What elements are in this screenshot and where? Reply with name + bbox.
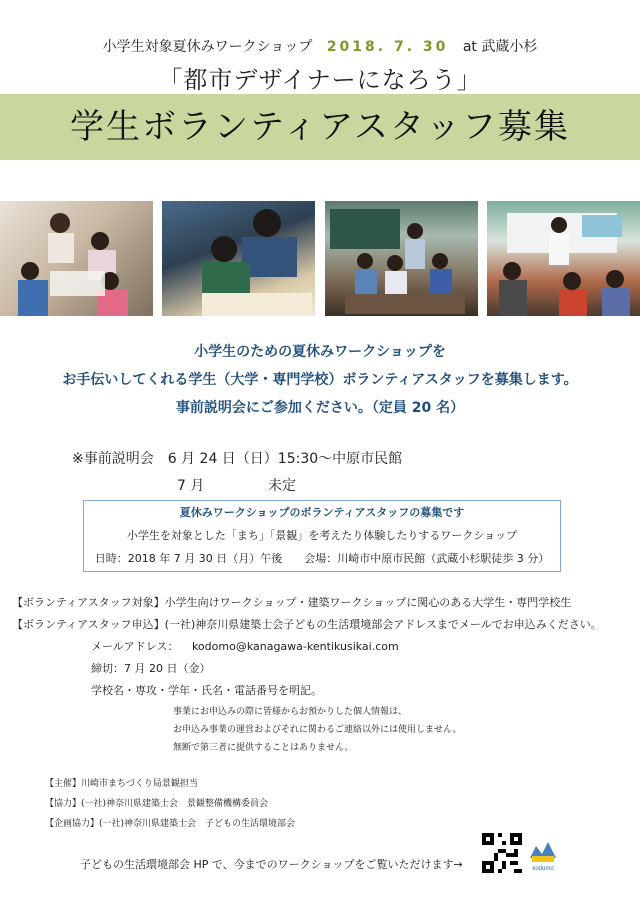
cooperation-line: 【協力】(一社)神奈川県建築士会 景観整備機構委員会 <box>45 799 269 809</box>
box-details: 日時：2018 年 7 月 30 日（月）午後 会場：川崎市中原市民館（武蔵小杉駅徒歩 3 分） <box>94 552 550 565</box>
planning-line: 【企画協力】(一社)神奈川県建築士会 子どもの生活環境部会 <box>45 819 296 829</box>
session-line-2-month: 7 月 <box>177 478 205 494</box>
photo-2-figures <box>162 201 315 316</box>
kodomo-logo[interactable] <box>528 836 558 874</box>
recruitment-info-box <box>83 500 561 572</box>
session-line-1: ※事前説明会 6 月 24 日（日）15:30～中原市民館 <box>72 451 403 467</box>
required-fields-line: 学校名・専攻・学年・氏名・電話番号を明記。 <box>91 684 322 697</box>
event-venue: at 武蔵小杉 <box>462 39 538 55</box>
workshop-photo-2 <box>162 201 315 316</box>
workshop-photo-1 <box>0 201 153 316</box>
session-line-2-status: 未定 <box>268 478 296 494</box>
event-lead: 小学生対象夏休みワークショップ <box>102 39 313 55</box>
apply-method-line: 【ボランティアスタッフ申込】(一社)神奈川県建築士会子どもの生活環境部会アドレスまでメールでお申込みください。 <box>12 618 602 631</box>
intro-line-1: 小学生のための夏休みワークショップを <box>194 344 446 360</box>
footer-text: 子どもの生活環境部会 HP で、今までのワークショップをご覧いただけます→ <box>80 858 463 871</box>
intro-block <box>0 338 640 422</box>
event-date: 2018. 7. 30 <box>326 39 449 55</box>
workshop-photo-3 <box>325 201 478 316</box>
photo-1-figures <box>0 201 153 316</box>
privacy-line-2: お申込み事業の運営およびそれに関わるご連絡以外には使用しません。 <box>173 725 462 735</box>
privacy-line-3: 無断で第三者に提供することはありません。 <box>173 743 354 753</box>
box-heading: 夏休みワークショップのボランティアスタッフの募集です <box>179 506 465 519</box>
privacy-line-1: 事業にお申込みの際に皆様からお預かりした個人情報は、 <box>173 707 408 717</box>
deadline-line: 締切：7 月 20 日（金） <box>91 662 211 675</box>
event-lead-line <box>0 36 640 56</box>
box-description: 小学生を対象とした「まち」「景観」を考えたり体験したりするワークショップ <box>126 529 518 542</box>
title-banner <box>0 94 640 160</box>
host-line: 【主催】川崎市まちづくり局景観担当 <box>45 779 198 789</box>
photo-3-figures <box>325 201 478 316</box>
email-label: メールアドレス： <box>91 640 179 653</box>
workshop-title: 「都市デザイナーになろう」 <box>158 66 482 94</box>
email-address[interactable]: kodomo@kanagawa-kentikusikai.com <box>191 640 399 653</box>
qr-code-icon[interactable] <box>482 833 522 873</box>
svg-text:kodomo: kodomo <box>532 866 554 872</box>
banner-title: 学生ボランティアスタッフ募集 <box>70 107 570 147</box>
photo-strip <box>0 201 640 316</box>
intro-line-2: お手伝いしてくれる学生（大学・専門学校）ボランティアスタッフを募集します。 <box>62 372 578 388</box>
photo-4-figures <box>487 201 640 316</box>
email-line <box>91 638 399 654</box>
intro-line-3: 事前説明会にご参加ください。（定員 20 名） <box>175 400 465 416</box>
target-line: 【ボランティアスタッフ対象】小学生向けワークショップ・建築ワークショップに関心のある大学生・専門学校生 <box>12 596 572 609</box>
workshop-photo-4 <box>487 201 640 316</box>
kodomo-logo-icon <box>528 836 558 874</box>
